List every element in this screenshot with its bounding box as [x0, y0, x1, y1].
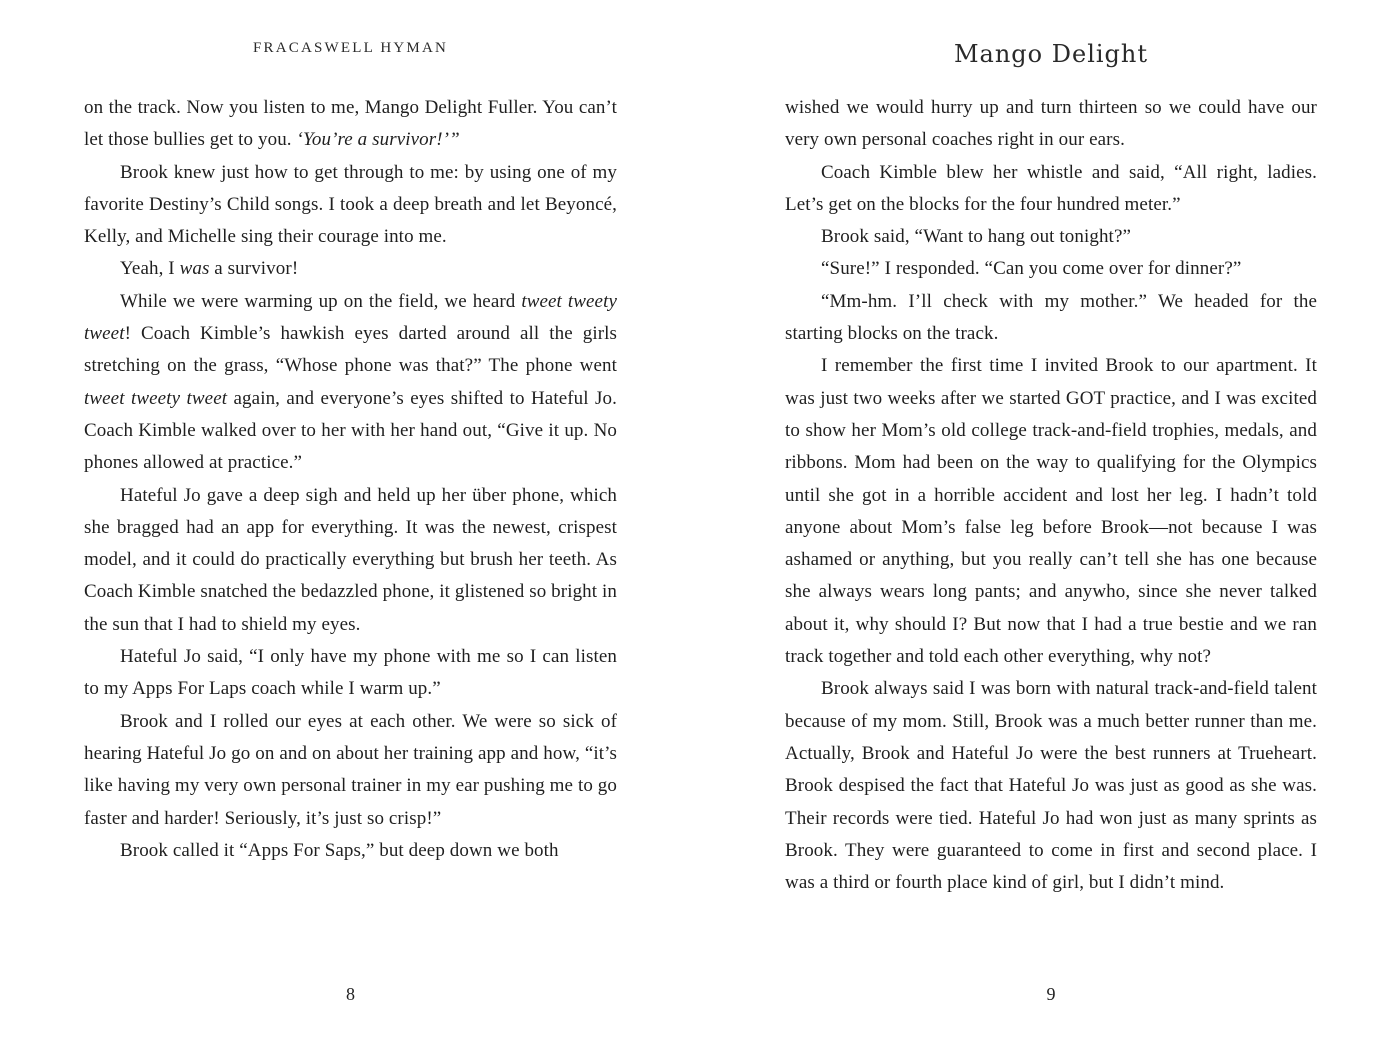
- text-segment: “Mm-hm. I’ll check with my mother.” We headed for the starting blocks on the track.: [785, 290, 1317, 345]
- paragraph: [785, 221, 1317, 253]
- italic-text-segment: tweet tweety tweet: [84, 290, 617, 345]
- text-segment: I remember the first time I invited Brook to our apartment. It was just two weeks after we started GOT practice, and I was excited to show her Mom’s old college track-and-field trophies, medals, and ribbons. Mom had been on the way to qualifying for the Olympics until she got in a horrible accident and lost her leg. I hadn’t told anyone about Mom’s false leg before Brook—not because I was ashamed or anything, but you really can’t tell she has one because she always wears long pants; and anywho, since she never talked about it, why should I? But now that I had a true bestie and we ran track together and told each other everything, why not?: [785, 355, 1317, 668]
- paragraph: [785, 673, 1317, 899]
- paragraph: [785, 253, 1317, 285]
- paragraph: [84, 286, 617, 480]
- paragraph: [84, 480, 617, 641]
- paragraph: [84, 835, 617, 867]
- page-right: [785, 0, 1317, 1041]
- text-segment: Brook knew just how to get through to me: by using one of my favorite Destiny’s Child songs. I took a deep breath and let Beyoncé, Kelly, and Michelle sing their courage into me.: [84, 161, 617, 248]
- paragraph: [84, 706, 617, 835]
- running-header-title: Mango Delight: [953, 40, 1149, 68]
- text-segment: While we were warming up on the field, we heard: [120, 290, 522, 312]
- paragraph: [785, 286, 1317, 351]
- text-segment: Yeah, I: [120, 258, 180, 280]
- paragraph: [785, 350, 1317, 673]
- page-left-text: [84, 92, 617, 867]
- running-header-author: FRACASWELL HYMAN: [252, 40, 449, 56]
- page-left: [84, 0, 617, 1041]
- text-segment: wished we would hurry up and turn thirteen so we could have our very own personal coaches right in our ears.: [785, 97, 1317, 151]
- text-segment: “Sure!” I responded. “Can you come over for dinner?”: [821, 258, 1242, 280]
- text-segment: on the track. Now you listen to me, Mango Delight Fuller. You can’t let those bullies get to you.: [84, 97, 617, 151]
- page-number-left: 8: [346, 984, 355, 1004]
- italic-text-segment: tweet tweety tweet: [84, 387, 228, 409]
- text-segment: Coach Kimble blew her whistle and said, “All right, ladies. Let’s get on the blocks for the four hundred meter.”: [785, 161, 1317, 215]
- text-segment: Brook always said I was born with natural track-and-field talent because of my mom. Still, Brook was a much better runner than me. Actually, Brook and Hateful Jo were the best runners at Trueheart. Brook despised the fact that Hateful Jo was just as good as she was. Their records were tied. Hateful Jo had won just as many sprints as Brook. They were guaranteed to come in first and second place. I was a third or fourth place kind of girl, but I didn’t mind.: [785, 678, 1317, 894]
- paragraph: [84, 92, 617, 157]
- paragraph: [785, 92, 1317, 157]
- paragraph: [84, 641, 617, 706]
- italic-text-segment: was: [179, 258, 210, 280]
- text-segment: Brook said, “Want to hang out tonight?”: [821, 226, 1132, 248]
- text-segment: Brook called it “Apps For Saps,” but deep down we both: [120, 839, 559, 861]
- text-segment: Hateful Jo gave a deep sigh and held up her über phone, which she bragged had an app for everything. It was the newest, crispest model, and it could do practically everything but brush her teeth. As Coach Kimble snatched the bedazzled phone, it glistened so bright in the sun that I had to shield my eyes.: [84, 484, 617, 635]
- text-segment: Hateful Jo said, “I only have my phone with me so I can listen to my Apps For Laps coach while I warm up.”: [84, 646, 617, 700]
- text-segment: again, and everyone’s eyes shifted to Hateful Jo. Coach Kimble walked over to her with her hand out, “Give it up. No phones allowed at practice.”: [84, 387, 617, 474]
- paragraph: [84, 157, 617, 254]
- page-number-right: 9: [1046, 984, 1056, 1004]
- paragraph: [785, 157, 1317, 222]
- paragraph: [84, 253, 617, 285]
- page-right-text: [785, 92, 1317, 899]
- text-segment: a survivor!: [209, 258, 299, 280]
- italic-text-segment: ‘You’re a survivor!’”: [296, 129, 460, 151]
- text-segment: ! Coach Kimble’s hawkish eyes darted around all the girls stretching on the grass, “Whose phone was that?” The phone went: [84, 323, 617, 377]
- text-segment: Brook and I rolled our eyes at each other. We were so sick of hearing Hateful Jo go on and on about her training app and how, “it’s like having my very own personal trainer in my ear pushing me to go faster and harder! Seriously, it’s just so crisp!”: [84, 710, 617, 829]
